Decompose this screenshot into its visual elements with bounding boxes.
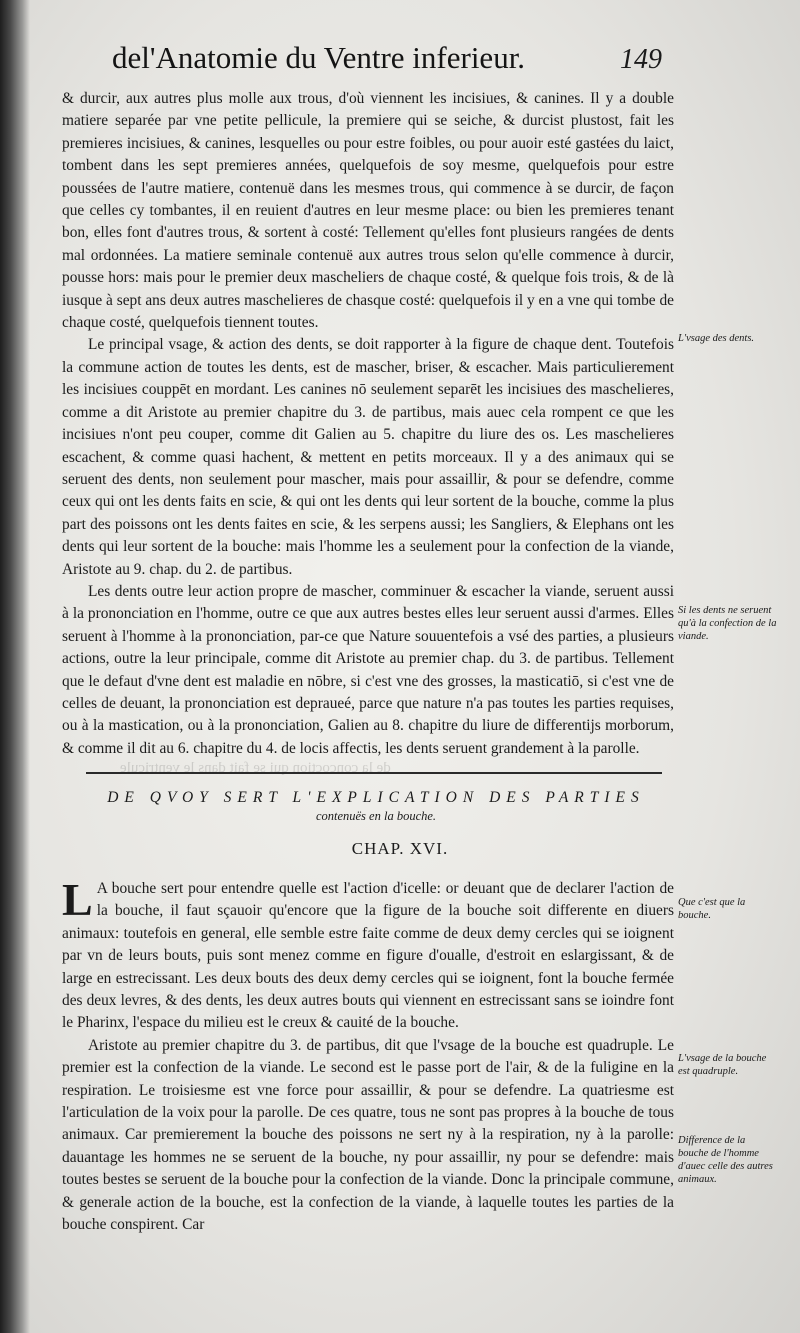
- paragraph-4: [62, 874, 674, 1035]
- body-text-top: [62, 88, 674, 760]
- bleed-through-text: de la concoction qui se fait dans le ventricule: [120, 760, 391, 776]
- paragraph-3: Les dents outre leur action propre de mascher, comminuer & escacher la viande, seruent aussi à la prononciation en l'homme, outre ce que aux autres bestes elles leur seruent aussi d'armes. Elles seruent à l'homme à la prononciation, par-ce que Nature souuentefois a vsé des parties, a plusieurs actions, outre la leur principale, comme dit Aristote au premier chap. du 3. de partibus. Tellement que le defaut d'vne dent est maladie en nōbre, si c'est vne des grosses, la masticatiō, si c'est vne de celles de deuant, la prononciation est depraueé, parce que nature n'a pas toutes les parties requises, ou à la mastication, ou à la prononciation, Galien au 8. chapitre du liure de differentijs morborum, & comme il dit au 6. chapitre du 4. de locis affectis, les dents seruent grandement à la parolle.: [62, 582, 674, 757]
- section-title: DE QVOY SERT L'EXPLICATION DES PARTIES: [107, 789, 645, 806]
- margin-note-teeth-purpose: Si les dents ne seruent qu'à la confection de la viande.: [678, 605, 777, 642]
- body-text-bottom: [62, 874, 674, 1237]
- section-subtitle: contenuës en la bouche.: [315, 809, 437, 823]
- drop-cap: L: [62, 874, 93, 925]
- paragraph-2: Le principal vsage, & action des dents, se doit rapporter à la figure de chaque dent. Toutefois la commune action de toutes les dents, est de mascher, briser, & escacher. Mais particulierement les incisiues couppēt en mordant. Les canines nō seulement separēt les incisiues des maschelieres, comme a dit Aristote au premier chapitre du 3. de partibus, mais auec cela rompent ce que les incisiues n'ont peu couper, comme dit Galien au 5. chapitre du liure des os. Les maschelieres escachent, & comme quasi hachent, & mettent en petits morceaux. Il y a des animaux qui se seruent des dents, non seulement pour mascher, mais pour assaillir, & pour se defendre, comme ceux qui ont les dents faits en scie, & qui ont les dents qui leur sortent de la bouche, comme la plus part des poissons ont les dents faites en scie, & les serpens aussi; les Sangliers, & Elephans ont les dents qui leur sortent de la bouche: mais l'homme les a seulement pour la confection de la viande, Aristote au 9. chap. du 2. de partibus.: [62, 336, 674, 578]
- paragraph-4-text: A bouche sert pour entendre quelle est l'action d'icelle: or deuant que de declarer l'action de la bouche, il faut sçauoir qu'encore que la figure de la bouche soit differente en diuers animaux: toutefois en general, elle semble estre faite comme de deux demy cercles qui se ioignent par vn de leurs bouts, puis sont menez comme en figure d'oualle, d'estroit en eslargissant, & de large en estrecissant. Les deux bouts des deux demy cercles qui se ioignent, font la bouche fermée des deux levres, & des dents, les deux autres bouts qui viennent en estrecissant sans se ioindre font le Pharinx, l'espace du milieu est le creux & cauité de la bouche.: [62, 880, 674, 1032]
- paragraph-5: Aristote au premier chapitre du 3. de partibus, dit que l'vsage de la bouche est quadruple. Le premier est la confection de la viande. Le second est le passe port de l'air, & de la fuligine en la respiration. Le troisiesme est vne force pour assaillir, & pour se defendre. La quatriesme est l'articulation de la voix pour la parolle. De ces quatre, tous ne sont pas propres à la bouche de tous animaux. Car premierement la bouche des poissons ne sert ny à la respiration, ny à la parolle: dauantage les hommes ne se seruent de la bouche, ny pour assaillir, ny pour se defendre: mais toutes bestes se seruent de la bouche pour la confection de la viande. Donc la principale commune, & generale action de la bouche, est la confection de la viande, à laquelle toutes les parties de la bouche conspirent. Car: [62, 1036, 674, 1234]
- binding-gutter-shadow: [0, 0, 30, 1333]
- margin-note-what-is-mouth: Que c'est que la bouche.: [678, 897, 746, 921]
- margin-note-mouth-usage: L'vsage de la bouche est quadruple.: [678, 1053, 767, 1077]
- paragraph-1: & durcir, aux autres plus molle aux trous, d'où viennent les incisiues, & canines. Il y a double matiere separée par vne petite pellicule, la premiere qui se seiche, & durcist plustost, fait les premieres incisiues, & canines, lesquelles ou pour estre foibles, ou pour auoir esté gastées du laict, tombent dans les sept premieres années, quelquefois de soy mesme, quelquefois pour estre poussées de l'autre matiere, contenuë dans les mesmes trous, qui commence à se durcir, de façon que celles cy tombantes, il en reuient d'autres en leur mesme place: ou bien les premieres tenant bon, elles font d'autres trous, & sortent à costé: Tellement qu'elles font plusieurs rangées de dents mal ordonnées. La matiere seminale contenuë aux autres trous selon qu'elle commence à durcir, pousse hors: mais pour le premier deux mascheliers de chaque costé, & quelque fois trois, & de là iusque à sept ans deux autres maschelieres de chasque costé: quelquefois il y en a vne qui tombe de chaque costé, quelquefois tiennent toutes.: [62, 90, 675, 332]
- page-number: 149: [620, 44, 662, 75]
- chapter-heading: CHAP. XVI.: [351, 839, 449, 858]
- margin-note-mouth-difference: Difference de la bouche de l'homme d'auec celle des autres animaux.: [678, 1135, 773, 1185]
- section-divider: [86, 772, 662, 774]
- running-header: del'Anatomie du Ventre inferieur.: [112, 40, 526, 75]
- margin-note-usage-teeth: L'vsage des dents.: [678, 333, 755, 344]
